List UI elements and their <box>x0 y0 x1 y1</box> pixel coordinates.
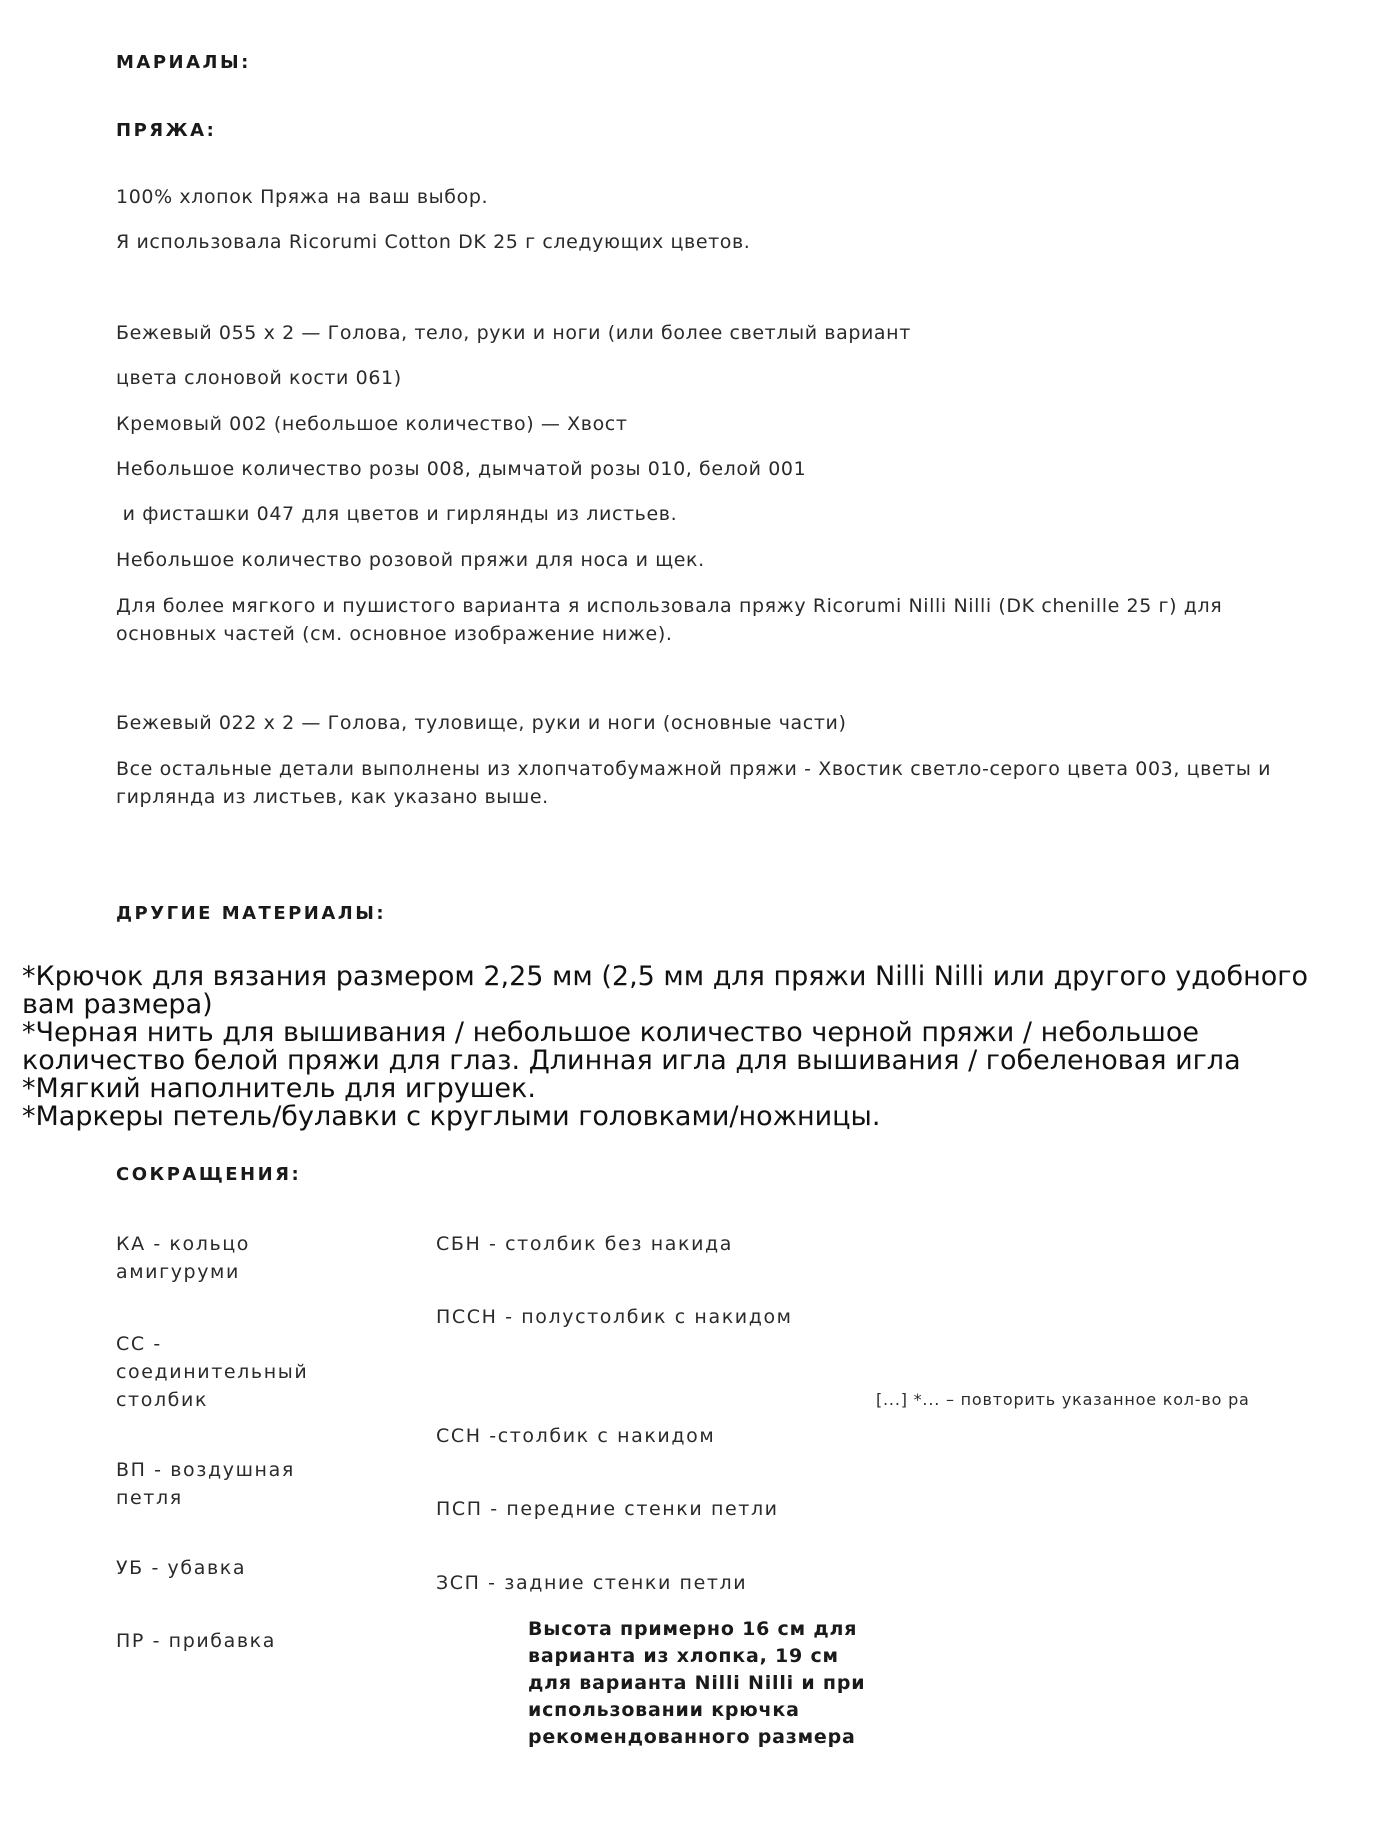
yarn-line: Бежевый 055 x 2 — Голова, тело, руки и ноги (или более светлый вариант <box>116 322 911 344</box>
other-material-item: *Черная нить для вышивания / небольшое количество черной пряжи / небольшое количество белой пряжи для глаз. Длинная игла для вышивания / гобеленовая игла <box>22 1017 1241 1076</box>
yarn-line: Небольшое количество розовой пряжи для носа и щек. <box>116 549 705 571</box>
abbreviation-item: ПР - прибавка <box>116 1630 276 1652</box>
yarn-line: 100% хлопок Пряжа на ваш выбор. <box>116 186 489 208</box>
abbreviation-item: КА - кольцо амигуруми <box>116 1233 251 1283</box>
abbreviation-item: ССН -столбик с накидом <box>436 1425 716 1447</box>
abbreviation-item: ПСП - передние стенки петли <box>436 1498 779 1520</box>
repeat-note: [...] *... – повторить указанное кол-во ра <box>876 1390 1250 1409</box>
abbreviation-item: СБН - столбик без накида <box>436 1233 734 1255</box>
other-material-item: *Мягкий наполнитель для игрушек. <box>22 1073 536 1104</box>
other-material-item: *Маркеры петель/булавки с круглыми головками/ножницы. <box>22 1101 881 1132</box>
yarn-heading: ПРЯЖА: <box>116 120 217 141</box>
abbreviation-item: ПССН - полустолбик с накидом <box>436 1306 793 1328</box>
yarn-line: Для более мягкого и пушистого варианта я использовала пряжу Ricorumi Nilli Nilli (DK chenille 25 г) для основных частей (см. основное изображение ниже). <box>116 595 1223 645</box>
yarn-line: Я использовала Ricorumi Cotton DK 25 г следующих цветов. <box>116 231 751 253</box>
height-note: Высота примерно 16 см для варианта из хлопка, 19 см для варианта Nilli Nilli и при использовании крючка рекомендованного размера <box>528 1618 866 1748</box>
yarn-line: Небольшое количество розы 008, дымчатой розы 010, белой 001 <box>116 458 807 480</box>
other-materials-heading: ДРУГИЕ МАТЕРИАЛЫ: <box>116 903 387 924</box>
materials-heading: МАРИАЛЫ: <box>116 52 251 73</box>
abbreviations-heading: СОКРАЩЕНИЯ: <box>116 1164 302 1185</box>
yarn-line: Кремовый 002 (небольшое количество) — Хвост <box>116 413 628 435</box>
abbreviation-item: ВП - воздушная петля <box>116 1459 295 1509</box>
other-material-item: *Крючок для вязания размером 2,25 мм (2,5 мм для пряжи Nilli Nilli или другого удобного вам размера) <box>22 961 1308 1020</box>
yarn-line: Бежевый 022 x 2 — Голова, туловище, руки и ноги (основные части) <box>116 712 847 734</box>
yarn-line: цвета слоновой кости 061) <box>116 367 402 389</box>
abbreviation-item: ЗСП - задние стенки петли <box>436 1572 748 1594</box>
yarn-line: и фисташки 047 для цветов и гирлянды из листьев. <box>116 503 678 525</box>
abbreviation-item: СС - соединительный столбик <box>116 1333 309 1411</box>
abbreviation-item: УБ - убавка <box>116 1557 247 1579</box>
yarn-line: Все остальные детали выполнены из хлопчатобумажной пряжи - Хвостик светло-серого цвета 003, цветы и гирлянда из листьев, как указано выше. <box>116 758 1272 808</box>
